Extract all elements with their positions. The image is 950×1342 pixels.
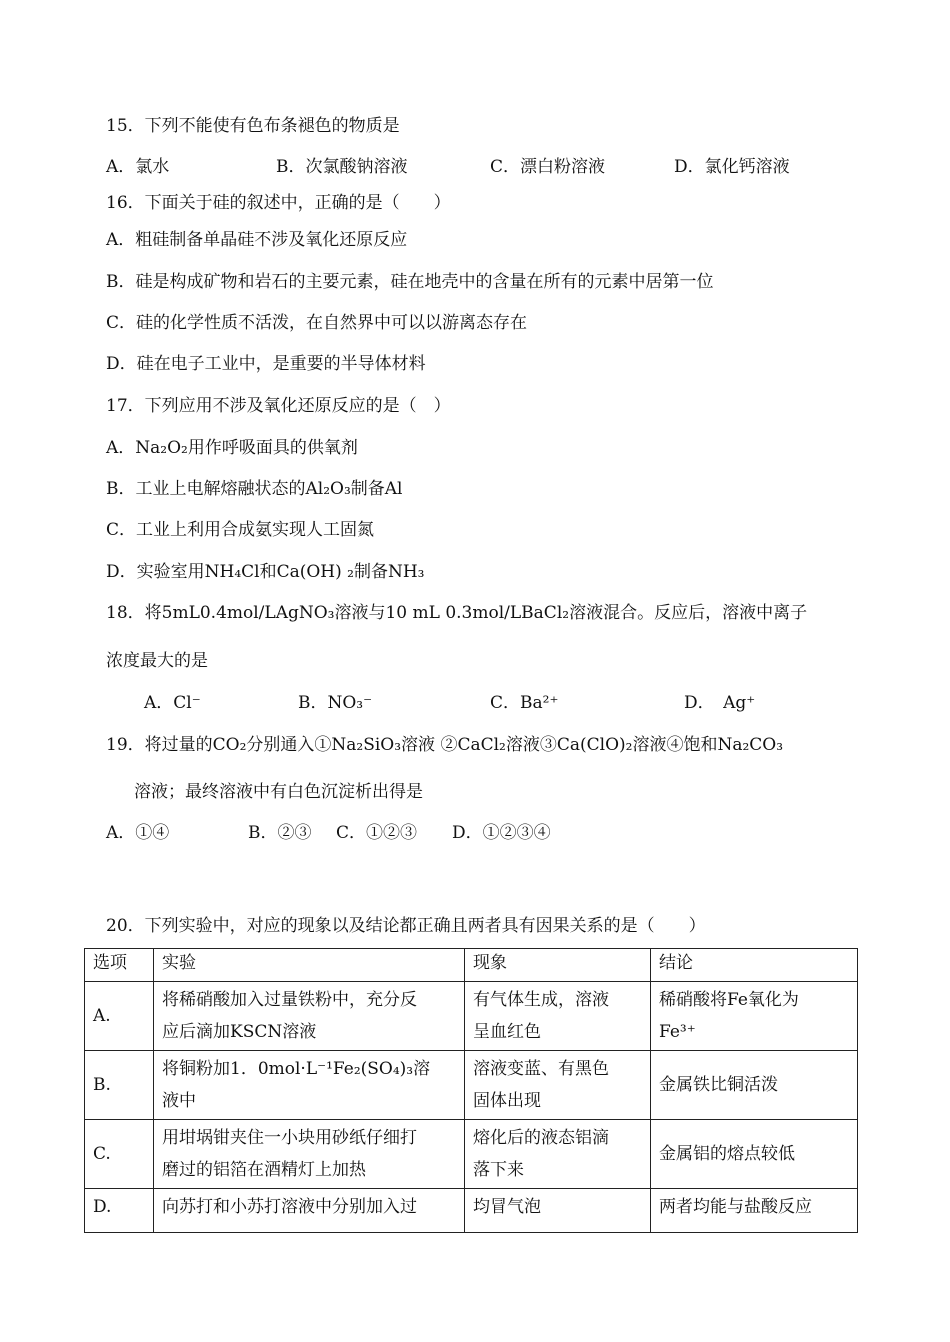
header-phenomenon: 现象 bbox=[465, 949, 651, 982]
q19-option-a: A．①④ bbox=[106, 823, 170, 843]
row-phenomenon: 均冒气泡 bbox=[465, 1189, 651, 1233]
q18-option-d: D． Ag⁺ bbox=[684, 693, 756, 713]
table-row bbox=[85, 1189, 858, 1233]
q17-option-a: A．Na₂O₂用作呼吸面具的供氧剂 bbox=[106, 438, 358, 458]
q20-stem: 20．下列实验中，对应的现象以及结论都正确且两者具有因果关系的是（ ） bbox=[106, 916, 706, 936]
row-experiment: 用坩埚钳夹住一小块用砂纸仔细打 磨过的铝箔在酒精灯上加热 bbox=[154, 1120, 465, 1189]
table-row bbox=[85, 1120, 858, 1189]
row-experiment: 向苏打和小苏打溶液中分别加入过 bbox=[154, 1189, 465, 1233]
q19-option-d: D．①②③④ bbox=[452, 823, 551, 843]
row-experiment: 将铜粉加1．0mol·L⁻¹Fe₂(SO₄)₃溶 液中 bbox=[154, 1051, 465, 1120]
q16-option-c: C．硅的化学性质不活泼，在自然界中可以以游离态存在 bbox=[106, 313, 528, 333]
q19-option-b: B．②③ bbox=[248, 823, 312, 843]
q15-option-a: A．氯水 bbox=[106, 157, 170, 177]
q17-option-b: B．工业上电解熔融状态的Al₂O₃制备Al bbox=[106, 479, 403, 499]
table-header-row bbox=[85, 949, 858, 982]
row-option: C. bbox=[85, 1120, 154, 1189]
table-row bbox=[85, 1051, 858, 1120]
row-phenomenon: 有气体生成，溶液 呈血红色 bbox=[465, 982, 651, 1051]
q15-stem: 15．下列不能使有色布条褪色的物质是 bbox=[106, 116, 400, 136]
q19-option-c: C．①②③ bbox=[336, 823, 418, 843]
row-conclusion: 两者均能与盐酸反应 bbox=[651, 1189, 858, 1233]
q15-option-b: B．次氯酸钠溶液 bbox=[276, 157, 408, 177]
q18-option-c: C．Ba²⁺ bbox=[490, 693, 559, 713]
q17-option-c: C．工业上利用合成氨实现人工固氮 bbox=[106, 520, 375, 540]
header-option: 选项 bbox=[85, 949, 154, 982]
header-conclusion: 结论 bbox=[651, 949, 858, 982]
header-experiment: 实验 bbox=[154, 949, 465, 982]
q16-option-b: B．硅是构成矿物和岩石的主要元素，硅在地壳中的含量在所有的元素中居第一位 bbox=[106, 272, 714, 292]
q17-option-d: D．实验室用NH₄Cl和Ca(OH) ₂制备NH₃ bbox=[106, 562, 425, 582]
row-option: B. bbox=[85, 1051, 154, 1120]
q16-option-a: A．粗硅制备单晶硅不涉及氧化还原反应 bbox=[106, 230, 408, 250]
table-row bbox=[85, 982, 858, 1051]
row-conclusion: 稀硝酸将Fe氧化为 Fe³⁺ bbox=[651, 982, 858, 1051]
q17-stem: 17．下列应用不涉及氧化还原反应的是（ ） bbox=[106, 396, 451, 416]
q18-option-b: B．NO₃⁻ bbox=[298, 693, 373, 713]
q18-stem-cont: 浓度最大的是 bbox=[106, 651, 208, 671]
q18-option-a: A．Cl⁻ bbox=[144, 693, 201, 713]
row-option: D. bbox=[85, 1189, 154, 1233]
q16-option-d: D．硅在电子工业中，是重要的半导体材料 bbox=[106, 354, 426, 374]
row-option: A. bbox=[85, 982, 154, 1051]
q15-option-c: C．漂白粉溶液 bbox=[490, 157, 606, 177]
q19-stem-cont: 溶液；最终溶液中有白色沉淀析出得是 bbox=[134, 782, 423, 802]
q15-option-d: D．氯化钙溶液 bbox=[674, 157, 790, 177]
q20-table bbox=[84, 948, 858, 1233]
q18-stem: 18．将5mL0.4mol/LAgNO₃溶液与10 mL 0.3mol/LBaCl₂溶液混合。反应后，溶液中离子 bbox=[106, 603, 808, 623]
row-phenomenon: 溶液变蓝、有黑色 固体出现 bbox=[465, 1051, 651, 1120]
row-phenomenon: 熔化后的液态铝滴 落下来 bbox=[465, 1120, 651, 1189]
row-experiment: 将稀硝酸加入过量铁粉中，充分反 应后滴加KSCN溶液 bbox=[154, 982, 465, 1051]
row-conclusion: 金属铝的熔点较低 bbox=[651, 1120, 858, 1189]
row-conclusion: 金属铁比铜活泼 bbox=[651, 1051, 858, 1120]
q16-stem: 16．下面关于硅的叙述中，正确的是（ ） bbox=[106, 193, 451, 213]
q19-stem: 19．将过量的CO₂分别通入①Na₂SiO₃溶液 ②CaCl₂溶液③Ca(ClO)₂溶液④饱和Na₂CO₃ bbox=[106, 735, 784, 755]
